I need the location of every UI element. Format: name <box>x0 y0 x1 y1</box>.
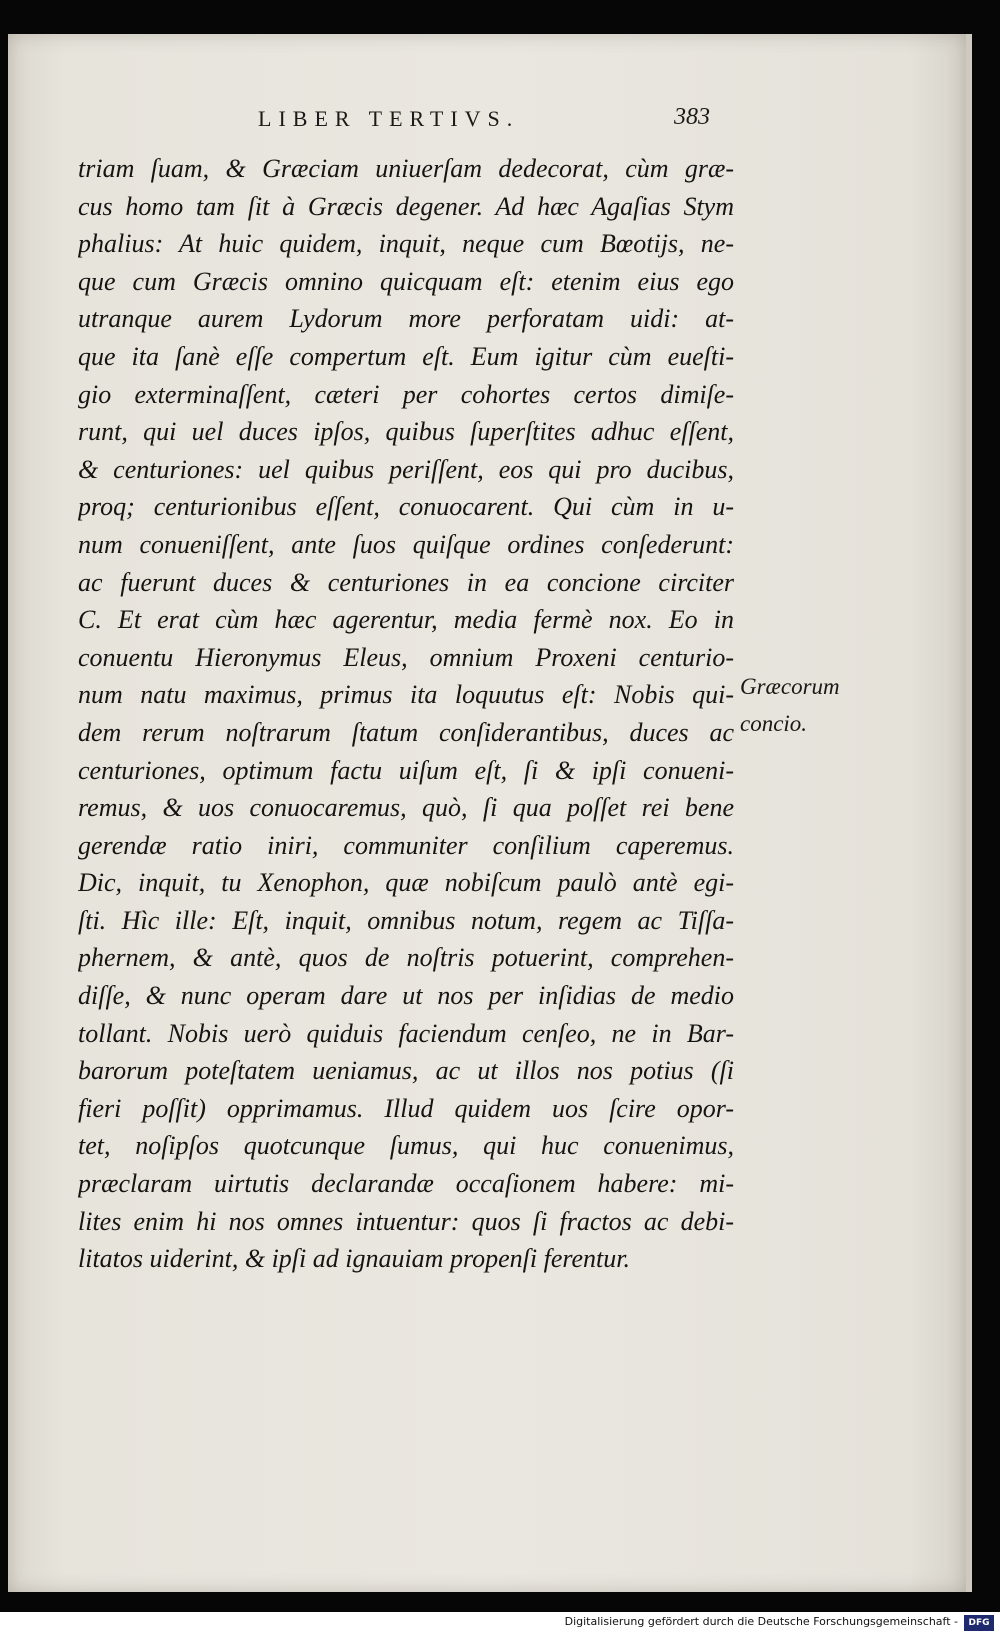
funding-credit: Digitalisierung gefördert durch die Deutsche Forschungsgemeinschaft - <box>564 1615 958 1628</box>
page-number: 383 <box>674 104 710 130</box>
text-line: runt, qui uel duces ipſos, quibus ſuperſtites adhuc eſſent, <box>78 417 734 447</box>
margin-note <box>740 668 870 742</box>
text-line: cus homo tam ſit à Græcis degener. Ad hæc Agaſias Stym <box>78 191 734 221</box>
text-line: fieri poſſit) opprimamus. Illud quidem uos ſcire opor- <box>78 1093 734 1123</box>
text-line: ac fuerunt duces & centuriones in ea concione circiter <box>78 567 734 597</box>
text-line: remus, & uos conuocaremus, quò, ſi qua poſſet rei bene <box>78 793 734 823</box>
text-line: litatos uiderint, & ipſi ad ignauiam propenſi ferentur. <box>78 1244 631 1274</box>
text-line: tet, noſipſos quotcunque ſumus, qui huc conuenimus, <box>78 1131 734 1161</box>
text-line: centuriones, optimum factu uiſum eſt, ſi & ipſi conueni- <box>78 755 734 785</box>
text-line: dem rerum noſtrarum ſtatum conſiderantibus, duces ac <box>78 717 734 747</box>
text-line: C. Et erat cùm hæc agerentur, media fermè nox. Eo in <box>78 605 734 635</box>
text-line: triam ſuam, & Græciam uniuerſam dedecorat, cùm græ- <box>78 154 734 183</box>
text-line: num natu maximus, primus ita loquutus eſt: Nobis qui- <box>78 680 734 710</box>
margin-note-line: concio. <box>740 711 808 736</box>
text-line: num conueniſſent, ante ſuos quiſque ordines conſederunt: <box>78 529 734 559</box>
book-page <box>8 34 966 1592</box>
text-line: phalius: At huic quidem, inquit, neque cum Bœotijs, ne- <box>78 229 734 259</box>
text-line: præclaram uirtutis declarandæ occaſionem habere: mi- <box>78 1169 734 1199</box>
text-line: gio exterminaſſent, cæteri per cohortes certos dimiſe- <box>78 379 734 409</box>
text-line: tollant. Nobis uerò quiduis faciendum cenſeo, ne in Bar- <box>78 1018 734 1048</box>
running-head: LIBER TERTIVS. <box>258 106 520 131</box>
text-line: phernem, & antè, quos de noſtris potuerint, comprehen- <box>78 943 734 973</box>
page-edge <box>966 34 972 1592</box>
text-line: lites enim hi nos omnes intuentur: quos ſi fractos ac debi- <box>78 1206 734 1236</box>
dfg-logo: DFG <box>964 1615 994 1631</box>
text-line: gerendæ ratio iniri, communiter conſilium caperemus. <box>78 830 734 860</box>
text-line: utranque aurem Lydorum more perforatam uidi: at- <box>78 304 734 334</box>
text-line: conuentu Hieronymus Eleus, omnium Proxeni centurio- <box>78 642 734 672</box>
text-line: que cum Græcis omnino quicquam eſt: etenim eius ego <box>78 266 734 296</box>
text-line: diſſe, & nunc operam dare ut nos per inſidias de medio <box>78 981 734 1011</box>
text-line: & centuriones: uel quibus periſſent, eos qui pro ducibus, <box>78 454 734 484</box>
margin-note-line: Græcorum <box>740 674 840 699</box>
body-text <box>78 150 734 1278</box>
text-line: que ita ſanè eſſe compertum eſt. Eum igitur cùm eueſti- <box>78 341 734 371</box>
text-line: proq; centurionibus eſſent, conuocarent. Qui cùm in u- <box>78 492 734 522</box>
text-line: barorum poteſtatem ueniamus, ac ut illos nos potius (ſi <box>78 1056 734 1086</box>
text-line: Dic, inquit, tu Xenophon, quæ nobiſcum paulò antè egi- <box>78 868 734 898</box>
text-line: ſti. Hìc ille: Eſt, inquit, omnibus notum, regem ac Tiſſa- <box>78 905 734 935</box>
footer-bar <box>0 1612 1000 1635</box>
